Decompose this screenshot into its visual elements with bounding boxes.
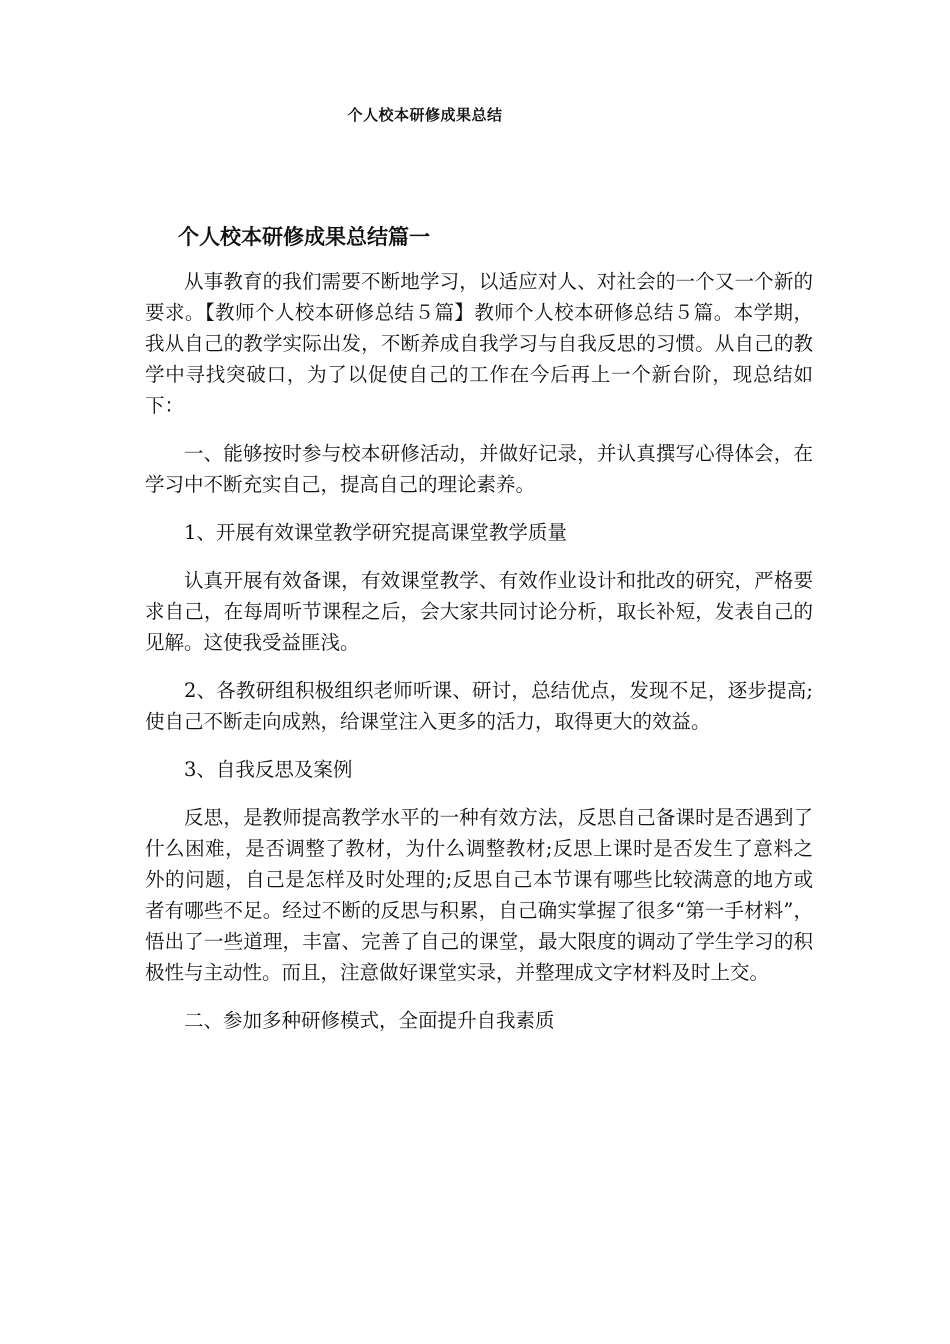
document-body bbox=[145, 266, 813, 1053]
paragraph-intro: 从事教育的我们需要不断地学习，以适应对人、对社会的一个又一个新的要求。【教师个人校本研修总结５篇】教师个人校本研修总结５篇。本学期，我从自己的教学实际出发，不断养成自我学习与自我反思的习惯。从自己的教学中寻找突破口，为了以促使自己的工作在今后再上一个新台阶，现总结如下： bbox=[145, 270, 813, 417]
paragraph-reflection: 反思，是教师提高教学水平的一种有效方法，反思自己备课时是否遇到了什么困难，是否调整了教材，为什么调整教材;反思上课时是否发生了意料之外的问题，自己是怎样及时处理的;反思自己本节课有哪些比较满意的地方或者有哪些不足。经过不断的反思与积累，自己确实掌握了很多“第一手材料”，悟出了一些道理，丰富、完善了自己的课堂，最大限度的调动了学生学习的积极性与主动性。而且，注意做好课堂实录，并整理成文字材料及时上交。 bbox=[145, 806, 813, 984]
paragraph-subheading-2: 2、各教研组积极组织老师听课、研讨，总结优点，发现不足，逐步提高;使自己不断走向成熟，给课堂注入更多的活力，取得更大的效益。 bbox=[145, 679, 813, 733]
paragraph-point-two: 二、参加多种研修模式，全面提升自我素质 bbox=[184, 1009, 555, 1032]
paragraph-subheading-1: 1、开展有效课堂教学研究提高课堂教学质量 bbox=[184, 521, 567, 544]
document-title: 个人校本研修成果总结 bbox=[347, 106, 503, 124]
section-heading: 个人校本研修成果总结篇一 bbox=[178, 225, 430, 249]
paragraph-point-one: 一、能够按时参与校本研修活动，并做好记录，并认真撰写心得体会，在学习中不断充实自己，提高自己的理论素养。 bbox=[145, 442, 813, 496]
paragraph-subheading-3: 3、自我反思及案例 bbox=[184, 758, 353, 781]
paragraph-effective-teaching: 认真开展有效备课，有效课堂教学、有效作业设计和批改的研究，严格要求自己，在每周听节课程之后，会大家共同讨论分析，取长补短，发表自己的见解。这使我受益匪浅。 bbox=[145, 569, 813, 654]
